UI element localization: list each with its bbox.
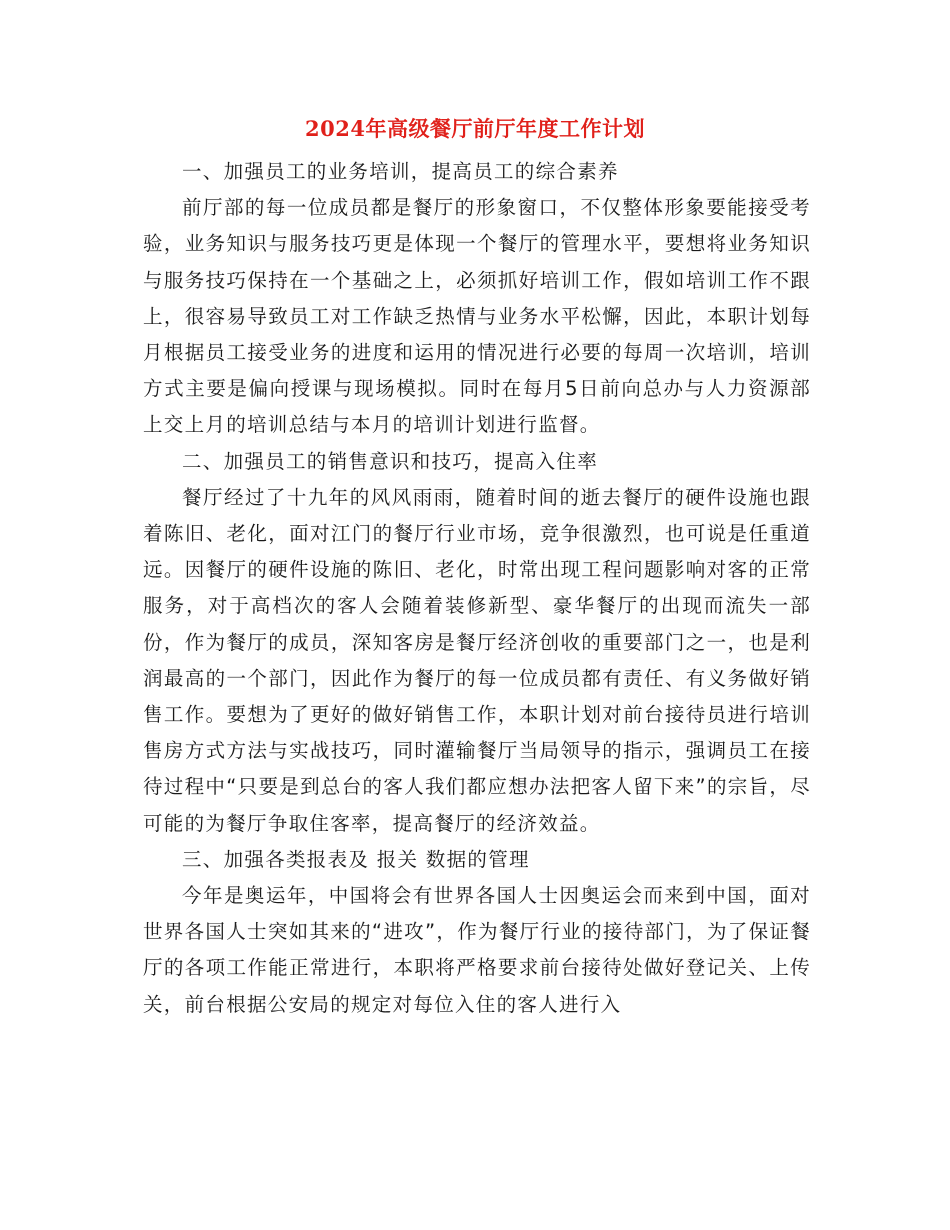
section-heading-2: 二、加强员工的销售意识和技巧，提高入住率 [182,449,599,473]
paragraph-3: 今年是奥运年，中国将会有世界各国人士因奥运会而来到中国，面对世界各国人士突如其来的“进攻”，作为餐厅行业的接待部门，为了保证餐厅的各项工作能正常进行，本职将严格要求前台接待处做好登记关、上传关，前台根据公安局的规定对每位入住的客人进行入 [143,884,811,1016]
document-title: 2024年高级餐厅前厅年度工作计划 [305,116,645,141]
paragraph-2: 餐厅经过了十九年的风风雨雨，随着时间的逝去餐厅的硬件设施也跟着陈旧、老化，面对江门的餐厅行业市场，竞争很激烈，也可说是任重道远。因餐厅的硬件设施的陈旧、老化，时常出现工程问题影响对客的正常服务，对于高档次的客人会随着装修新型、豪华餐厅的出现而流失一部份，作为餐厅的成员，深知客房是餐厅经济创收的重要部门之一，也是利润最高的一个部门，因此作为餐厅的每一位成员都有责任、有义务做好销售工作。要想为了更好的做好销售工作，本职计划对前台接待员进行培训售房方式方法与实战技巧，同时灌输餐厅当局领导的指示，强调员工在接待过程中“只要是到总台的客人我们都应想办法把客人留下来”的宗旨，尽可能的为餐厅争取住客率，提高餐厅的经济效益。 [143,485,811,835]
paragraph-1: 前厅部的每一位成员都是餐厅的形象窗口，不仅整体形象要能接受考验，业务知识与服务技巧更是体现一个餐厅的管理水平，要想将业务知识与服务技巧保持在一个基础之上，必须抓好培训工作，假如培训工作不跟上，很容易导致员工对工作缺乏热情与业务水平松懈，因此，本职计划每月根据员工接受业务的进度和运用的情况进行必要的每周一次培训，培训方式主要是偏向授课与现场模拟。同时在每月5日前向总办与人力资源部上交上月的培训总结与本月的培训计划进行监督。 [143,196,811,437]
section-heading-1: 一、加强员工的业务培训，提高员工的综合素养 [182,160,619,183]
section-heading-3: 三、加强各类报表及 报关 数据的管理 [182,847,530,871]
document-body [143,154,811,1023]
